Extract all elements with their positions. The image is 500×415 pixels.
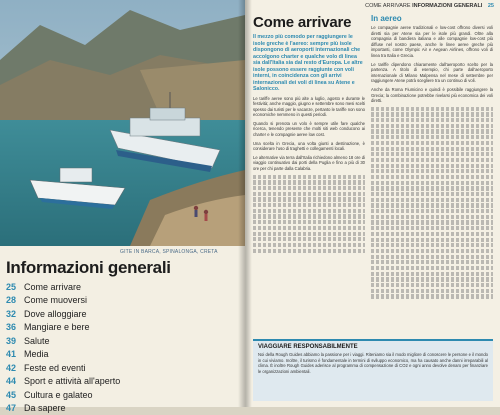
page-gutter [238, 0, 252, 407]
text-line [371, 249, 493, 253]
text-line [253, 203, 365, 207]
body-paragraph: Anche da Roma Fiumicino e quindi è possibile raggiungere la Grecia; la combinazione potrebbe rivelarsi più economica dei voli diretti. [371, 87, 493, 104]
text-line [371, 283, 493, 287]
toc-label: Dove alloggiare [24, 309, 87, 319]
text-line [253, 175, 365, 179]
body-paragraph: Le tariffe aeree sono più alte a luglio, agosto e durante le festività; anche maggio, giugno e settembre sono mesi scelti spesso dai turisti per le vacanze, pertanto le tariffe non sono economiche nemmeno in questi periodi. [253, 96, 365, 118]
text-line [371, 260, 493, 264]
text-line [253, 220, 365, 224]
text-line [371, 152, 493, 156]
toc-page-number: 39 [6, 336, 24, 346]
responsible-travel-box [253, 339, 493, 401]
text-line [371, 198, 493, 202]
section-subheading: In aereo [371, 14, 493, 23]
harbor-photo-illustration [0, 0, 245, 246]
box-text: Noi della Rough Guides abbiamo la passione per i viaggi. Riteniamo sia il modo migliore di conoscere le persone e il mondo in cui viviamo. Inoltre, il turismo è fondamentale in termini di sviluppo economico, ma ha causato anche danni irreparabili al clima. È inoltre Rough Guides aderisce al programma di compensazione di CO2 e ogni anno devolve denaro per finanziare le organizzazioni ambientali. [258, 352, 488, 374]
toc-item[interactable] [6, 334, 120, 348]
text-line [371, 175, 493, 179]
text-line [371, 129, 493, 133]
text-line [371, 272, 493, 276]
toc-item[interactable] [6, 321, 120, 335]
text-line [253, 232, 365, 236]
running-head-chapter: INFORMAZIONI GENERALI [412, 3, 482, 9]
text-line [371, 186, 493, 190]
text-line [371, 169, 493, 173]
toc-item[interactable] [6, 402, 120, 415]
running-head [365, 3, 494, 9]
toc-page-number: 41 [6, 349, 24, 359]
column-left [253, 14, 365, 254]
text-line [371, 277, 493, 281]
body-paragraph: Quando si prenota un volo è sempre utile fare qualche ricerca, tenendo presente che molti siti web conducono ai charter e le compagnie aeree low cost. [253, 121, 365, 138]
text-line [371, 232, 493, 236]
left-page [0, 0, 245, 407]
text-line [371, 294, 493, 298]
toc-label: Mangiare e bere [24, 322, 90, 332]
toc-page-number: 28 [6, 295, 24, 305]
text-line [371, 107, 493, 111]
toc-page-number: 47 [6, 403, 24, 413]
toc-item[interactable] [6, 294, 120, 308]
toc-item[interactable] [6, 348, 120, 362]
text-line [371, 289, 493, 293]
toc-item[interactable] [6, 280, 120, 294]
text-line [253, 243, 365, 247]
toc-item[interactable] [6, 361, 120, 375]
text-line [371, 226, 493, 230]
text-line [371, 255, 493, 259]
toc-item[interactable] [6, 307, 120, 321]
toc-page-number: 42 [6, 363, 24, 373]
toc-page-number: 45 [6, 390, 24, 400]
body-paragraph: Una scelta in Grecia, una volta giunti a destinazione, è considerare l'uso di traghetti e collegamenti locali. [253, 141, 365, 152]
table-of-contents [6, 280, 120, 415]
toc-page-number: 36 [6, 322, 24, 332]
toc-label: Come muoversi [24, 295, 87, 305]
text-line [253, 186, 365, 190]
toc-label: Sport e attività all'aperto [24, 376, 120, 386]
body-paragraph: Le alternative via terra dall'Italia richiedono almeno 18 ore di viaggio continuativo dai porti della Puglia e fino a più di 30 ore per chi parte dalla Calabria. [253, 155, 365, 172]
text-line [371, 135, 493, 139]
toc-label: Cultura e galateo [24, 390, 93, 400]
text-line [371, 220, 493, 224]
running-head-section: COME ARRIVARE [365, 3, 410, 9]
text-line [371, 164, 493, 168]
page-title: Come arrivare [253, 14, 365, 31]
toc-page-number: 44 [6, 376, 24, 386]
text-line [371, 141, 493, 145]
toc-title: Informazioni generali [6, 258, 171, 278]
body-paragraph: Le compagnie aeree tradizionali e low-cost offrono diversi voli diretti sia per Atene sia per le isole più grandi. Oltre alla compagnia di bandiera italiana e alle compagnie low-cost più diffuse nel nostro paese, anche le linee aeree greche più importanti, come Olympic Air e Aegean Airlines, offrono voli di linea tra Italia e Grecia. [371, 25, 493, 59]
page-number: 25 [488, 3, 494, 9]
text-line [371, 238, 493, 242]
column-right [371, 14, 493, 300]
text-line [371, 203, 493, 207]
text-line [253, 249, 365, 253]
toc-item[interactable] [6, 375, 120, 389]
toc-label: Come arrivare [24, 282, 81, 292]
body-paragraph: Le tariffe dipendono chiaramente dall'aeroporto scelto per la partenza. A titolo di esempio, chi parte dall'aeroporto internazionale di Milano Malpensa nel mese di settembre per raggiungere Atene potrà scegliere tra un continuo di voli. [371, 62, 493, 84]
text-line [371, 192, 493, 196]
toc-item[interactable] [6, 388, 120, 402]
text-line [253, 209, 365, 213]
text-line [371, 266, 493, 270]
toc-label: Feste ed eventi [24, 363, 86, 373]
text-line [371, 181, 493, 185]
text-line [253, 192, 365, 196]
toc-label: Da sapere [24, 403, 66, 413]
right-page [245, 0, 500, 407]
text-line [253, 214, 365, 218]
text-line [253, 180, 365, 184]
photo-caption: GITE IN BARCA, SPINALONGA, CRETA [120, 249, 218, 255]
text-line [371, 124, 493, 128]
toc-label: Salute [24, 336, 50, 346]
text-line [371, 243, 493, 247]
toc-page-number: 25 [6, 282, 24, 292]
text-line [253, 226, 365, 230]
toc-label: Media [24, 349, 49, 359]
box-title: VIAGGIARE RESPONSABILMENTE [258, 344, 488, 350]
text-line [371, 147, 493, 151]
text-line [371, 158, 493, 162]
text-line [371, 118, 493, 122]
text-line [371, 112, 493, 116]
text-line [371, 209, 493, 213]
text-line [253, 197, 365, 201]
intro-paragraph: Il mezzo più comodo per raggiungere le isole greche è l'aereo: sempre più isole dispongono di aeroporti internazionali che accolgono charter e qualche volo di linea sia dall'Italia sia dal resto d'Europa. Le altre isole possono essere raggiunte con voli interni, in coincidenza con gli arrivi internazionali dei voli di linea su Atene e Salonicco. [253, 34, 365, 93]
text-line [371, 215, 493, 219]
text-line [253, 237, 365, 241]
harbor-photo [0, 0, 245, 246]
toc-page-number: 32 [6, 309, 24, 319]
